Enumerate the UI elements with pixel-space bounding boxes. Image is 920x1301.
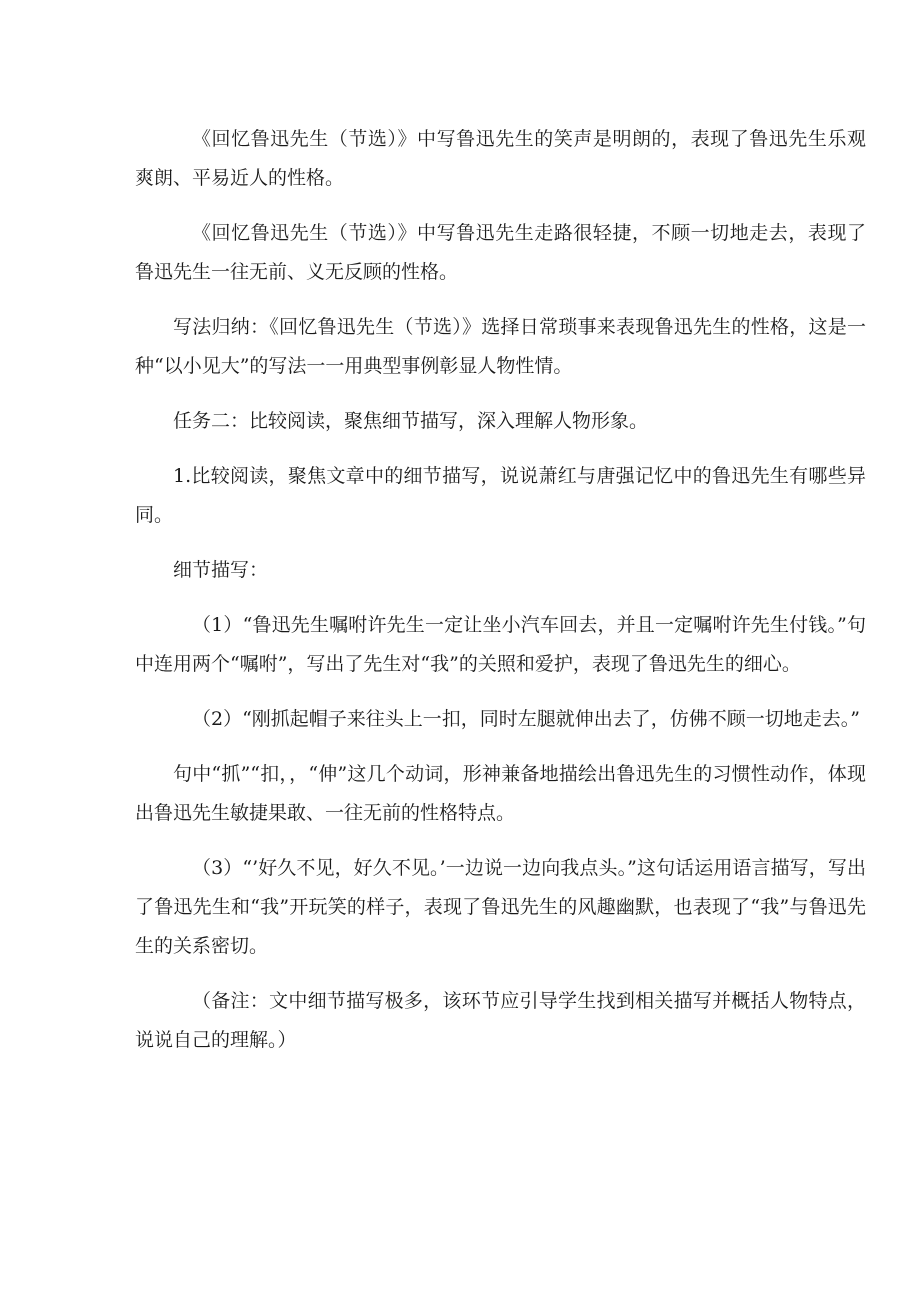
paragraph-task-two: 任务二：比较阅读，聚焦细节描写，深入理解人物形象。 bbox=[173, 410, 649, 432]
document-body bbox=[135, 120, 866, 1076]
paragraph-detail-2: （2）“刚抓起帽子来往头上一扣，同时左腿就伸出去了，仿佛不顾一切地走去。” bbox=[192, 708, 861, 730]
paragraph-detail-1: （1）“鲁迅先生嘱咐许先生一定让坐小汽车回去，并且一定嘱咐许先生付钱。”句中连用两个“嘱咐”，写出了先生对“我”的关照和爱护，表现了鲁迅先生的细心。 bbox=[135, 614, 866, 675]
paragraph-note: （备注：文中细节描写极多，该环节应引导学生找到相关描写并概括人物特点，说说自己的理解。） bbox=[135, 990, 866, 1051]
paragraph-writing-summary: 写法归纳：《回忆鲁迅先生（节选）》选择日常琐事来表现鲁迅先生的性格，这是一种“以小见大”的写法一一用典型事例彰显人物性情。 bbox=[135, 316, 866, 377]
paragraph-laughter: 《回忆鲁迅先生（节选）》中写鲁迅先生的笑声是明朗的，表现了鲁迅先生乐观爽朗、平易近人的性格。 bbox=[135, 128, 866, 189]
paragraph-detail-2-analysis: 句中“抓”“扣，，“伸”这几个动词，形神兼备地描绘出鲁迅先生的习惯性动作，体现出鲁迅先生敏捷果敢、一往无前的性格特点。 bbox=[135, 763, 866, 824]
paragraph-walking: 《回忆鲁迅先生（节选）》中写鲁迅先生走路很轻捷，不顾一切地走去，表现了鲁迅先生一往无前、义无反顾的性格。 bbox=[135, 222, 866, 283]
paragraph-question-1: 1.比较阅读，聚焦文章中的细节描写，说说萧红与唐强记忆中的鲁迅先生有哪些异同。 bbox=[135, 465, 866, 526]
paragraph-detail-3: （3）“’好久不见，好久不见。’一边说一边向我点头。”这句话运用语言描写，写出了鲁迅先生和“我”开玩笑的样子，表现了鲁迅先生的风趣幽默，也表现了“我”与鲁迅先生的关系密切。 bbox=[135, 857, 866, 957]
paragraph-detail-heading: 细节描写： bbox=[173, 559, 269, 581]
